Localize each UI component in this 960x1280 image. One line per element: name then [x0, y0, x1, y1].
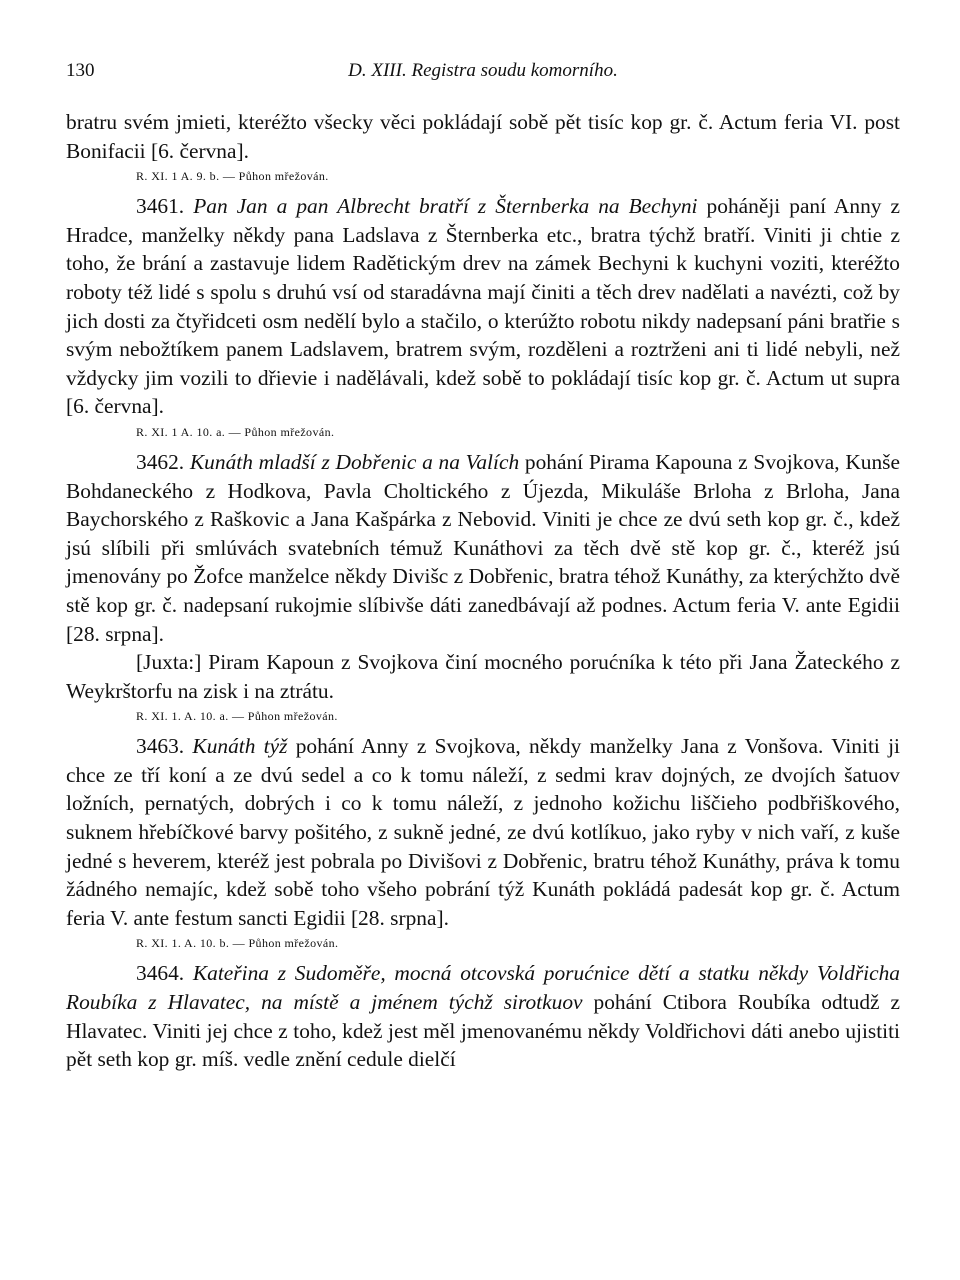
entry-number: 3464. — [136, 961, 185, 986]
entry-paragraph — [66, 448, 900, 648]
entry-paragraph — [66, 959, 900, 1073]
entry-text: pohání Pirama Kapouna z Svojkova, Kunše Bohdaneckého z Hodkova, Pavla Choltického z Újezda, Mikuláše Brloha z Brloha, Jana Baychorského z Raškovic a Jana Kašpárka z Nebovid. Viniti je chce ze dvú seth kop gr. č., kdež jsú slíbili při smlúvách svatebních témuž Kunáthovi za těch dvě stě kop gr. č., kteréž jsú jmenovány po Žofce manželce někdy Divišc z Dobřenic, bratra téhož Kunáthy, za kterýchžto dvě stě kop gr. č. nadepsaní rukojmie slíbivše dáti zanedbávají až podnes. Actum feria V. ante Egidii [28. srpna]. — [66, 449, 900, 646]
archival-note-text: R. XI. 1 A. 10. a. — Půhon mřežován. — [136, 424, 335, 439]
entry-3462 — [66, 448, 900, 727]
entry-text: pohání Ctibora Roubíka odtudž z Hlavatec. Viniti jej chce z toho, kdež jest měl jmenovanému někdy Voldřichovi dáti anebo ujistiti pět seth kop gr. míš. vedle znění cedule dielčí — [66, 990, 900, 1072]
entry-parties: Kunáth mladší z Dobřenic a na Valích — [189, 449, 520, 474]
entry-3464 — [66, 959, 900, 1073]
entry-parties: Kateřina z Sudoměře, mocná otcovská porućnice dětí a statku někdy Voldřicha Roubíka z Hlavatec, na místě a jménem týchž sirotkuov — [66, 961, 901, 1015]
entry-number: 3463. — [136, 734, 185, 759]
entry-3461 — [66, 192, 900, 443]
archival-note — [136, 705, 900, 727]
archival-note — [136, 165, 900, 187]
entry-paragraph — [66, 732, 900, 932]
page-body — [66, 108, 900, 1074]
archival-note-text: R. XI. 1. A. 10. a. — Půhon mřežován. — [136, 709, 338, 724]
running-title: D. XIII. Registra soudu komorního. — [348, 60, 618, 81]
page-number: 130 — [66, 60, 95, 81]
archival-note — [136, 932, 900, 954]
entry-number: 3461. — [136, 194, 185, 219]
entry-3463 — [66, 732, 900, 954]
archival-note-text: R. XI. 1 A. 9. b. — Půhon mřežován. — [136, 169, 329, 184]
entry-parties: Kunáth týž — [192, 734, 288, 759]
entry-text: pohání Anny z Svojkova, někdy manželky Jana z Vonšova. Viniti ji chce ze tří koní a ze dvú sedel a co k tomu náleží, z sedmi krav dojných, ze dvojích šatuov ložních, pernatých, dobrých i co k tomu náleží, z jednoho kožichu liščieho podbřiškového, suknem hřebíčkové barvy pošitého, z sukně jedné, ze dvú kotlíkuo, jako ryby v nich vaří, z kuše jedné s heverem, kteréž jest pobrala po Divišovi z Dobřenic, bratru téhož Kunáthy, práva k tomu žádného nemajíc, kdež sobě toho všeho pobrání týž Kunáth pokládá padesát kop gr. č. Actum feria V. ante festum sancti Egidii [28. srpna]. — [66, 734, 900, 930]
entry-parties: Pan Jan a pan Albrecht bratří z Šternberka na Bechyni — [193, 194, 698, 219]
archival-note-text: R. XI. 1. A. 10. b. — Půhon mřežován. — [136, 936, 339, 951]
archival-note — [136, 421, 900, 443]
entry-number: 3462. — [136, 449, 185, 474]
entry-paragraph — [66, 192, 900, 421]
page-header — [66, 58, 900, 92]
intro-paragraph: bratru svém jmieti, kteréžto všecky věci pokládají sobě pět tisíc kop gr. č. Actum feria VI. post Bonifacii [6. června]. — [66, 110, 900, 163]
entry-text: poháněji paní Anny z Hradce, manželky někdy pana Ladslava z Šternberka etc., bratra týchž bratří. Viniti ji chtie z toho, že brání a zastavuje lidem Radětickým drev na zámek Bechyni k kuchyni voziti, kteréžto roboty též lidé s spolu s druhú vsí od staradávna mají činiti a těch drev nadělati a navézti, což by jich dosti za čtyřidceti osm nedělí bylo a stačilo, o kterúžto robotu nikdy nadepsaní páni bratřie s svým nebožtíkem panem Ladslavem, bratrem svým, rozděleni a roztrženi ani ti lidé nebyli, než vždycky jim vozili to dřievie i nadělávali, kdež sobě to pokládají tisíc kop gr. č. Actum ut supra [6. června]. — [66, 194, 900, 419]
entry-juxta-paragraph: [Juxta:] Piram Kapoun z Svojkova činí mocného porućníka k této při Jana Žateckého z Weykrštorfu na zisk i na ztrátu. — [66, 650, 900, 703]
